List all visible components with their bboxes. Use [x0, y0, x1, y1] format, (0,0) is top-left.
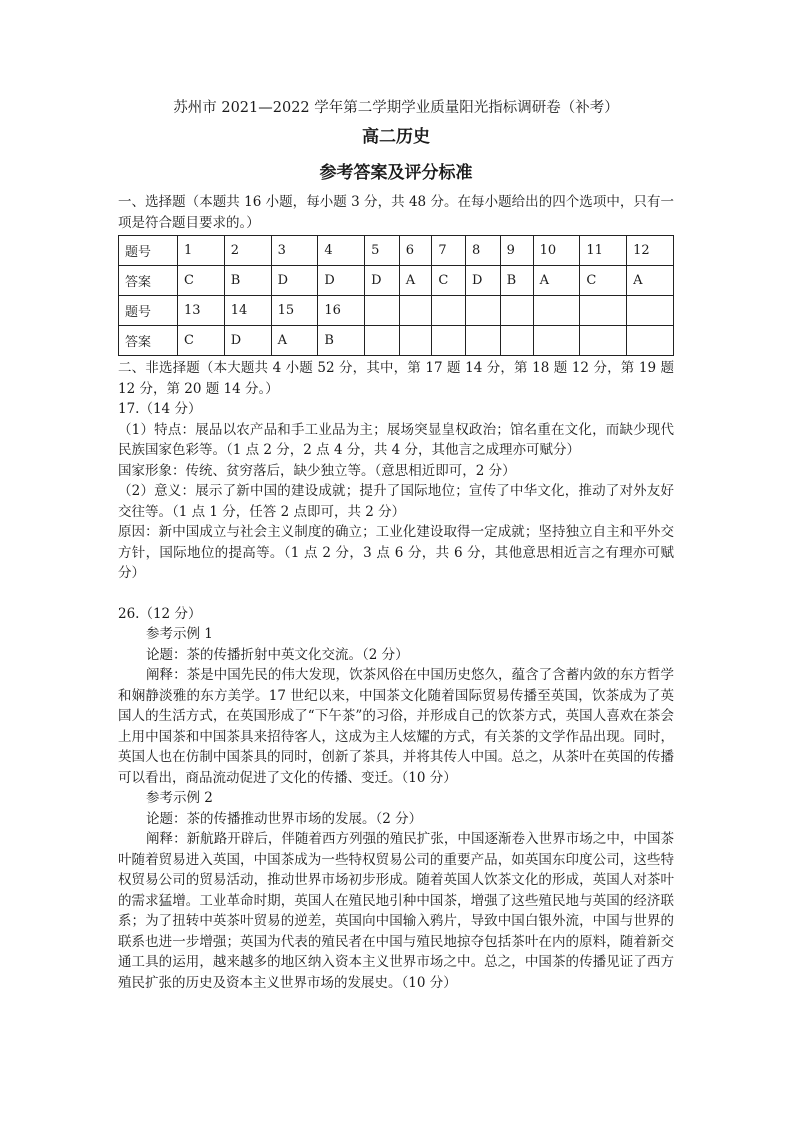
table-cell: [399, 296, 432, 326]
row-header-cell: 题号: [119, 296, 178, 326]
table-cell: D: [466, 266, 501, 296]
q26-heading: 26.（12 分）: [118, 605, 202, 622]
table-cell: A: [627, 266, 674, 296]
example1-label: 参考示例 1: [146, 626, 213, 642]
table-cell: 15: [271, 296, 318, 326]
table-cell: 2: [224, 236, 271, 266]
answer-key-title: 参考答案及评分标准: [319, 163, 473, 183]
row-header-cell: 答案: [119, 266, 178, 296]
q17-reasons: 原因：新中国成立与社会主义制度的确立；工业化建设取得一定成就；坚持独立自主和平外交方针，国际地位的提高等。（1 点 2 分，3 点 6 分，共 6 分，其他意思相近言之有理亦可赋分）: [118, 524, 674, 581]
table-cell: [466, 296, 501, 326]
table-cell: [432, 296, 466, 326]
exam-title: 苏州市 2021—2022 学年第二学期学业质量阳光指标调研卷（补考）: [173, 100, 619, 116]
table-cell: [533, 296, 580, 326]
table-row: [119, 326, 674, 356]
table-row: [119, 236, 674, 266]
table-cell: C: [580, 266, 627, 296]
example1-body: 阐释：茶是中国先民的伟大发现，饮茶风俗在中国历史悠久，蕴含了含蓄内敛的东方哲学和娴静淡雅的东方美学。17 世纪以来，中国茶文化随着国际贸易传播至英国，饮茶成为了英国人的生活方式，在英国形成了“下午茶”的习俗，并形成自己的饮茶方式，英国人喜欢在茶会上用中国茶和中国茶具来招待客人，这成为主人炫耀的方式，有关茶的文学作品出现。同时，英国人也在仿制中国茶具的同时，创新了茶具，并将其传人中国。总之，从茶叶在英国的传播可以看出，商品流动促进了文化的传播、变迁。（10 分）: [118, 667, 674, 786]
example2-label: 参考示例 2: [146, 790, 213, 806]
table-cell: 16: [318, 296, 365, 326]
table-cell: 6: [399, 236, 432, 266]
table-cell: [399, 326, 432, 356]
table-cell: [432, 326, 466, 356]
table-cell: B: [318, 326, 365, 356]
table-cell: 5: [365, 236, 400, 266]
table-cell: [627, 326, 674, 356]
table-cell: C: [432, 266, 466, 296]
table-cell: B: [500, 266, 533, 296]
example2-body: 阐释：新航路开辟后，伴随着西方列强的殖民扩张，中国逐渐卷入世界市场之中，中国茶叶随着贸易进入英国，中国茶成为一些特权贸易公司的重要产品，如英国东印度公司，这些特权贸易公司的贸易活动，推动世界市场初步形成。随着英国人饮茶文化的形成，英国人对茶叶的需求猛增。工业革命时期，英国人在殖民地引种中国茶，增强了这些殖民地与英国的经济联系；为了扭转中英茶叶贸易的逆差，英国向中国输入鸦片，导致中国白银外流，中国与世界的联系也进一步增强；英国为代表的殖民者在中国与殖民地掠夺包括茶叶在内的原料，随着新交通工具的运用，越来越多的地区纳入资本主义世界市场之中。总之，中国茶的传播见证了西方殖民扩张的历史及资本主义世界市场的发展史。（10 分）: [118, 831, 674, 991]
table-cell: B: [224, 266, 271, 296]
table-cell: [500, 296, 533, 326]
table-cell: 7: [432, 236, 466, 266]
answer-sheet-page: [118, 98, 674, 993]
table-row: [119, 296, 674, 326]
table-cell: A: [399, 266, 432, 296]
table-cell: C: [178, 266, 225, 296]
table-cell: 14: [224, 296, 271, 326]
table-cell: C: [178, 326, 225, 356]
table-cell: A: [271, 326, 318, 356]
table-cell: D: [365, 266, 400, 296]
example2-topic: 论题：茶的传播推动世界市场的发展。（2 分）: [146, 810, 423, 827]
table-cell: 1: [178, 236, 225, 266]
table-cell: [580, 326, 627, 356]
table-cell: 8: [466, 236, 501, 266]
row-header-cell: 答案: [119, 326, 178, 356]
section1-intro: 一、选择题（本题共 16 小题，每小题 3 分，共 48 分。在每小题给出的四个选项中，只有一项是符合题目要求的。）: [118, 194, 674, 231]
table-cell: 9: [500, 236, 533, 266]
example1-topic: 论题：茶的传播折射中英文化交流。（2 分）: [146, 646, 409, 663]
table-cell: 10: [533, 236, 580, 266]
table-cell: 3: [271, 236, 318, 266]
table-cell: 4: [318, 236, 365, 266]
row-header-cell: 题号: [119, 236, 178, 266]
table-cell: D: [318, 266, 365, 296]
table-cell: 12: [627, 236, 674, 266]
subject-title: 高二历史: [362, 127, 430, 147]
table-cell: [466, 326, 501, 356]
table-cell: A: [533, 266, 580, 296]
spacer: [118, 584, 674, 604]
table-cell: [627, 296, 674, 326]
table-cell: D: [271, 266, 318, 296]
table-cell: 13: [178, 296, 225, 326]
q17-part2-significance: （2）意义：展示了新中国的建设成就；提升了国际地位；宣传了中华文化，推动了对外友好交往等。（1 点 1 分，任答 2 点即可，共 2 分）: [118, 483, 674, 520]
table-cell: [580, 296, 627, 326]
q17-national-image: 国家形象：传统、贫穷落后，缺少独立等。（意思相近即可，2 分）: [118, 462, 516, 479]
q17-part1-features: （1）特点：展品以农产品和手工业品为主；展场突显皇权政治；馆名重在文化，而缺少现代民族国家色彩等。（1 点 2 分，2 点 4 分，共 4 分，其他言之成理亦可赋分）: [118, 421, 674, 458]
table-cell: D: [224, 326, 271, 356]
table-cell: [533, 326, 580, 356]
table-cell: [500, 326, 533, 356]
table-cell: 11: [580, 236, 627, 266]
section2-intro: 二、非选择题（本大题共 4 小题 52 分，其中，第 17 题 14 分，第 18 题 12 分，第 19 题 12 分，第 20 题 14 分。）: [118, 360, 674, 397]
table-cell: [365, 296, 400, 326]
table-cell: [365, 326, 400, 356]
table-row: [119, 266, 674, 296]
answer-table: [118, 235, 674, 356]
q17-heading: 17.（14 分）: [118, 401, 202, 417]
